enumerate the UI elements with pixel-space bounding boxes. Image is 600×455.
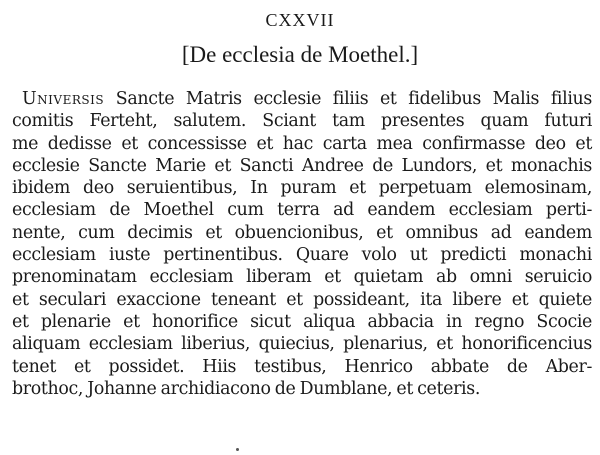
text-line: et seculari exaccione teneant et possideant, ita libere et quiete (12, 289, 592, 310)
opening-word: Universis (22, 89, 105, 109)
text-line: nente, cum decimis et obuencionibus, et omnibus ad eandem (12, 222, 592, 243)
page-mark (236, 448, 239, 451)
text-line: comitis Ferteht, salutem. Sciant tam presentes quam futuri (12, 111, 592, 132)
charter-number: CXXVII (265, 10, 335, 30)
text-line-content: Sancte Matris ecclesie filiis et fidelibus Malis filius (104, 89, 592, 109)
text-line: me dedisse et concessisse et hac carta mea confirmasse deo et (12, 133, 592, 154)
text-line (12, 88, 592, 110)
text-line: ecclesie Sancte Marie et Sancti Andree de Lundors, et monachis (12, 155, 592, 176)
text-line: aliquam ecclesiam liberius, quiecius, plenarius, et honorificencius (12, 334, 592, 355)
text-line: brothoc, Johanne archidiacono de Dumblane, et ceteris. (12, 378, 480, 399)
text-line: tenet et possidet. Hiis testibus, Henrico abbate de Aber- (12, 356, 592, 377)
text-line: ecclesiam de Moethel cum terra ad eandem ecclesiam perti- (12, 200, 592, 221)
text-line: ibidem deo seruientibus, In puram et perpetuam elemosinam, (12, 178, 592, 199)
charter-title: [De ecclesia de Moethel.] (181, 42, 419, 67)
text-line: prenominatam ecclesiam liberam et quietam ab omni seruicio (12, 267, 592, 288)
text-line: et plenarie et honorifice sicut aliqua abbacia in regno Scocie (12, 311, 592, 332)
text-line: ecclesiam iuste pertinentibus. Quare volo ut predicti monachi (12, 245, 592, 266)
charter-body (12, 88, 592, 400)
